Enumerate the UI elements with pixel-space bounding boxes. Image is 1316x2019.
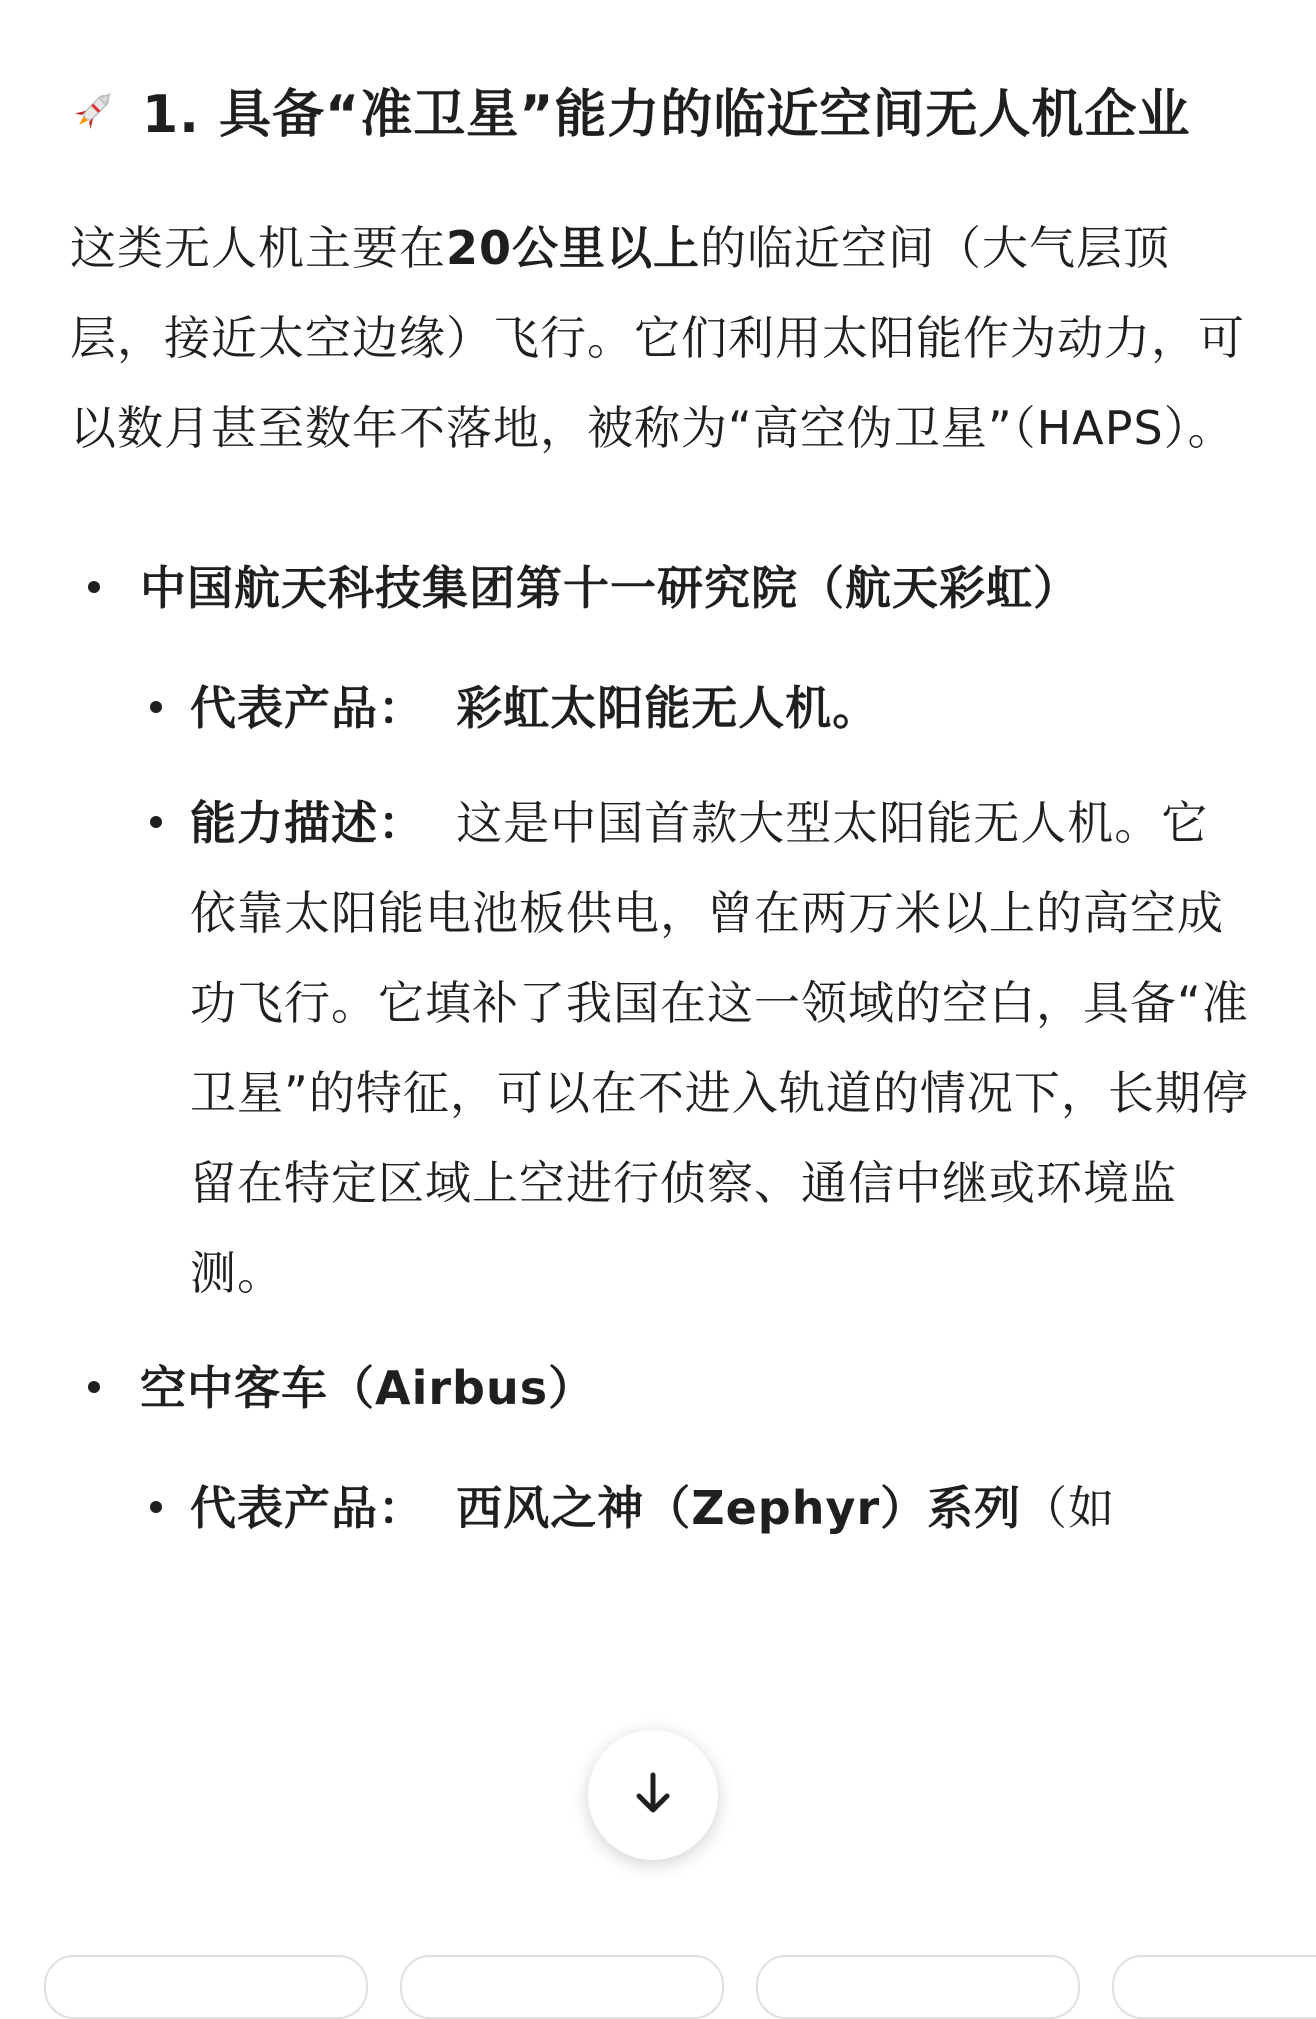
list-item-product: [140, 663, 1250, 753]
list-item-product: [140, 1463, 1250, 1553]
suggestion-chip[interactable]: [44, 1955, 368, 2019]
intro-text-1: 这类无人机主要在: [70, 221, 446, 275]
org-name: 中国航天科技集团第十一研究院（航天彩虹）: [140, 561, 1080, 615]
heading-text: 1. 具备“准卫星”能力的临近空间无人机企业: [142, 85, 1191, 145]
item-suffix: （如: [1021, 1481, 1116, 1535]
section-heading: [70, 70, 1250, 163]
list-item-org-2: [70, 1343, 1250, 1553]
suggestion-chip[interactable]: [1112, 1955, 1316, 2019]
item-label: 代表产品：: [190, 681, 425, 735]
intro-text-2: 的临近空间（大气层顶层，接近太空边缘）飞行。它们利用太阳能作为动力，可以数月甚至数年不落地，被称为“高空伪卫星”（HAPS）。: [70, 221, 1245, 455]
list-item-org-1: [70, 543, 1250, 1318]
item-value: 这是中国首款大型太阳能无人机。它依靠太阳能电池板供电，曾在两万米以上的高空成功飞行。它填补了我国在这一领域的空白，具备“准卫星”的特征，可以在不进入轨道的情况下，长期停留在特定区域上空进行侦察、通信中继或环境监测。: [190, 796, 1249, 1300]
response-content: [70, 70, 1250, 1578]
rocket-icon: [70, 73, 118, 163]
item-value: 西风之神（Zephyr）系列: [456, 1481, 1022, 1535]
org-detail-list: [140, 663, 1250, 1318]
arrow-down-icon: [627, 1767, 679, 1823]
item-label: 代表产品：: [190, 1481, 425, 1535]
org-list: [70, 543, 1250, 1553]
suggestion-chip[interactable]: [756, 1955, 1080, 2019]
suggestion-chips: [0, 1955, 1316, 1995]
suggestion-chip[interactable]: [400, 1955, 724, 2019]
org-name: 空中客车（Airbus）: [140, 1361, 596, 1415]
intro-paragraph: [70, 203, 1250, 473]
item-label: 能力描述：: [190, 796, 425, 850]
intro-bold: 20公里以上: [446, 221, 701, 275]
item-value: 彩虹太阳能无人机。: [456, 681, 880, 735]
scroll-to-bottom-button[interactable]: [588, 1730, 718, 1860]
org-detail-list: [140, 1463, 1250, 1553]
list-item-capability: [140, 778, 1250, 1318]
